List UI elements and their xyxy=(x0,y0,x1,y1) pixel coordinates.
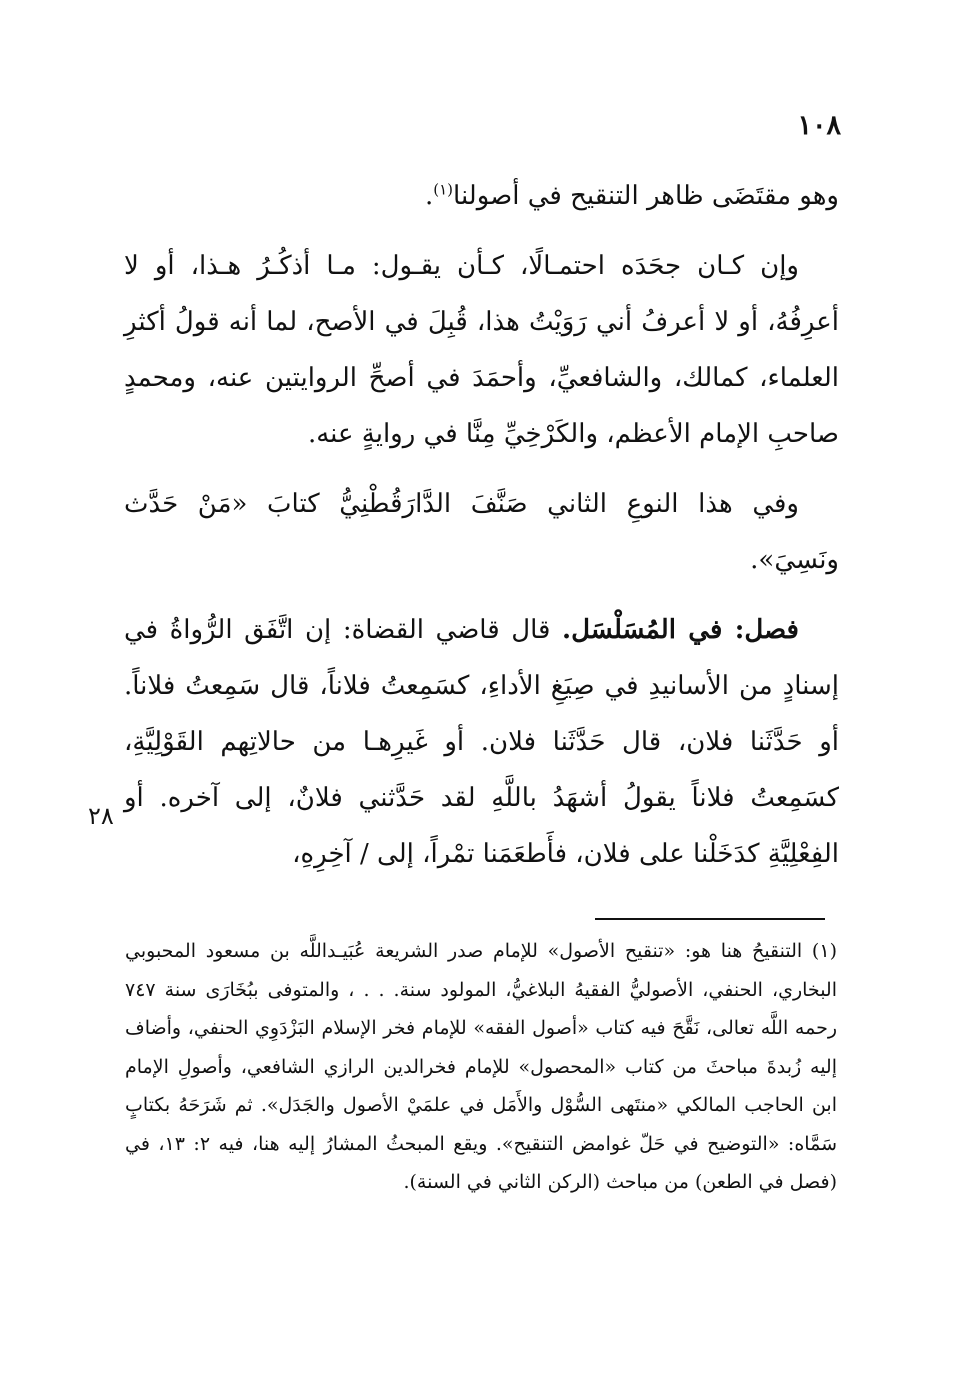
section-heading: فصل: في المُسَلْسَل. xyxy=(562,615,799,645)
margin-page-reference: ٢٨ xyxy=(88,802,114,830)
main-text xyxy=(124,168,839,882)
footnote-text: (١) التنقيحُ هنا هو: «تنقيح الأصول» للإمام صدر الشريعة عُبَيـداللَّه بن مسعود المحبوبي البخاري، الحنفي، الأصوليُّ الفقيهُ البلاغيُّ، المولود سنة. . . ، والمتوفى ببُخَارَى سنة ٧٤٧ رحمه اللَّه تعالى، نَقَّحَ فيه كتاب «أصول الفقه» للإمام فخر الإسلام البَزْدَوِي الحنفي، وأضاف إليه زُبدةَ مباحثَ من كتاب «المحصول» للإمام فخرالدين الرازي الشافعي، وأصولِ الإمام ابن الحاجب المالكي «منتَهى السُّوْل والأَمَل في علمَيْ الأصول والجَدَل». ثم شَرَحَهُ بكتابٍ سَمَّاه: «التوضيح في حَلّ غوامض التنقيح». ويقع المبحثُ المشارُ إليه هنا، فيه ٢: ١٣، في (فصل في الطعن) من مباحث (الركن الثاني في السنة). xyxy=(125,940,837,1193)
paragraph-1-end: . xyxy=(424,181,434,211)
paragraph-1-text: وهو مقتَضَى ظاهر التنقيح في أصولنا xyxy=(453,181,839,211)
paragraph-2: وإن كـان جحَدَه احتمـالًا، كـأن يقـول: مـا أذكُـرُ هـذا، أو لا أعرِفُهُ، أو لا أعرفُ أني رَوَيْتُ هذا، قُبِلَ في الأصح، لما أنه قولُ أكثرِ العلماء، كمالك، والشافعيِّ، وأحمَدَ في أصحِّ الروايتين عنه، ومحمدٍ صاحبِ الإمام الأعظم، والكَرْخِيِّ مِنَّا في روايةٍ عنه. xyxy=(124,251,839,449)
paragraph-4 xyxy=(124,602,839,882)
footnote xyxy=(125,932,837,1202)
footnote-separator xyxy=(595,918,825,920)
page-number: ١٠٨ xyxy=(797,110,841,141)
paragraph-3: وفي هذا النوعِ الثاني صَنَّفَ الدَّارَقُطْنِيُّ كتابَ «مَنْ حَدَّث ونَسِيَ». xyxy=(124,489,839,575)
footnote-reference[interactable]: (١) xyxy=(433,180,454,199)
paragraph-1 xyxy=(124,168,839,224)
paragraph-4-text: قال قاضي القضاة: إن اتَّفَق الرُّواةُ في إسنادٍ من الأسانيدِ في صِيَغِ الأداءِ، كسَمِعتُ فلاناً، قال سَمِعتُ فلاناً. أو حَدَّثَنا فلان، قال حَدَّثَنا فلان. أو غَيرِهـا من حالاتِهم القَوْلِيَّةِ، كسَمِعتُ فلاناً يقولُ أشهَدُ باللَّهِ لقد حَدَّثني فلانٌ، إلى آخره. أو الفِعْلِيَّةِ كدَخَلْنا على فلان، فأَطعَمَنا تمْراً، إلى / آخِرِهِ، xyxy=(124,615,839,869)
